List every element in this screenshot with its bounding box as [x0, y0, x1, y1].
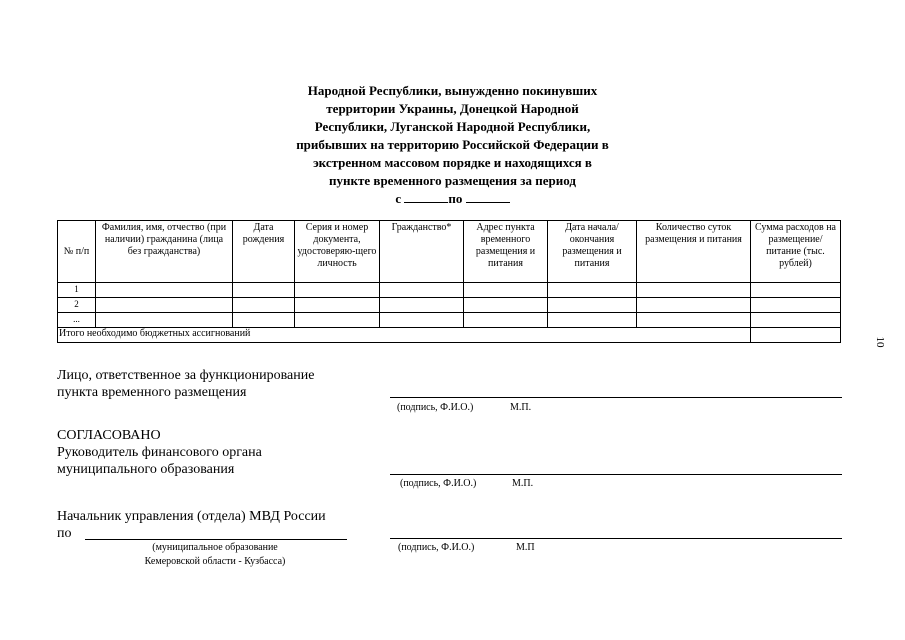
period-to-label: по [448, 191, 463, 206]
header-address: Адрес пункта временного размещения и питания [464, 221, 548, 283]
title-line: территории Украины, Донецкой Народной [326, 101, 579, 116]
title-period [0, 190, 905, 208]
header-document: Серия и номер документа, удостоверяю-щего личность [295, 221, 380, 283]
page-number: 10 [874, 336, 886, 348]
table-total-row [58, 328, 841, 343]
agreed-signature-line [390, 474, 842, 475]
agreed-block: СОГЛАСОВАНО Руководитель финансового органа муниципального образования [57, 428, 262, 477]
mvd-signature-caption: (подпись, Ф.И.О.) [398, 542, 475, 553]
header-full-name: Фамилия, имя, отчество (при наличии) гражданина (лица без гражданства) [96, 221, 233, 283]
agreed-stamp-label: М.П. [512, 478, 534, 489]
title-line: прибывших на территорию Российской Федерации в [296, 137, 609, 152]
period-from-blank [404, 190, 448, 203]
period-from-label: с [395, 191, 402, 206]
responsible-stamp-label: М.П. [510, 402, 532, 413]
title-line: экстренном массовом порядке и находящихся в [313, 155, 592, 170]
table-row [58, 298, 841, 313]
mvd-stamp-label: М.П [516, 542, 535, 553]
header-citizenship: Гражданство* [380, 221, 464, 283]
document-title [0, 82, 905, 208]
municipality-caption: (муниципальное образование Кемеровской области - Кузбасса) [144, 542, 286, 567]
mvd-signature-line [390, 538, 842, 539]
header-birth-date: Дата рождения [233, 221, 295, 283]
table-row [58, 313, 841, 328]
header-days: Количество суток размещения и питания [637, 221, 751, 283]
total-label: Итого необходимо бюджетных ассигнований [58, 328, 751, 343]
period-to-blank [466, 190, 510, 203]
mvd-head-label: Начальник управления (отдела) МВД России по [57, 509, 326, 541]
registry-table [57, 220, 841, 343]
header-number: № п/п [58, 221, 96, 283]
title-line: Народной Республики, вынужденно покинувших [307, 83, 598, 98]
row-number: ... [58, 313, 96, 328]
table-header-row [58, 221, 841, 283]
header-expenses: Сумма расходов на размещение/ питание (тыс. рублей) [751, 221, 841, 283]
header-dates: Дата начала/ окончания размещения и питания [548, 221, 637, 283]
row-number: 1 [58, 283, 96, 298]
municipality-line [85, 539, 347, 540]
agreed-heading: СОГЛАСОВАНО [57, 428, 161, 443]
agreed-signature-caption: (подпись, Ф.И.О.) [400, 478, 477, 489]
row-number: 2 [58, 298, 96, 313]
title-line: Республики, Луганской Народной Республики, [314, 119, 591, 134]
responsible-person-label: Лицо, ответственное за функционирование пункта временного размещения [57, 368, 315, 400]
responsible-signature-line [390, 397, 842, 398]
title-line: пункте временного размещения за период [329, 173, 576, 188]
total-value [751, 328, 841, 343]
table-row [58, 283, 841, 298]
responsible-signature-caption: (подпись, Ф.И.О.) [397, 402, 474, 413]
